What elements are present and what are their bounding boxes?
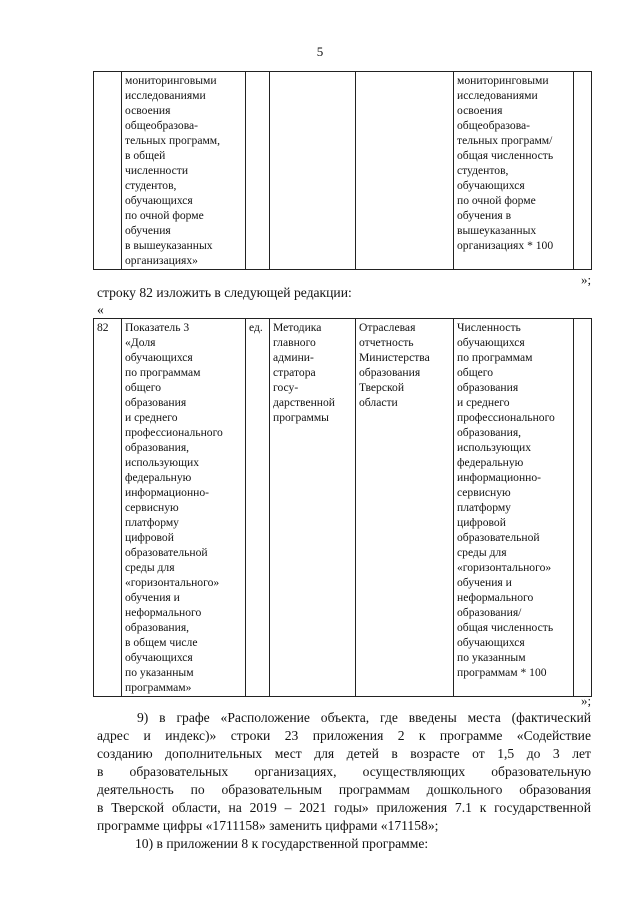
cell-method: Методика главного админи- стратора госу- дарственной программы xyxy=(270,319,356,697)
cell-extra xyxy=(574,319,592,697)
paragraph-10: 10) в приложении 8 к государственной программе: xyxy=(135,836,429,851)
page-number: 5 xyxy=(316,44,324,59)
cell-indicator: мониторинговыми исследованиями освоения общеобразова- тельных программ, в общей численности студентов, обучающихся по очной форме обучения в вышеуказанных организациях» xyxy=(122,72,246,270)
paragraph-9-line-3: созданию дополнительных мест для детей в возрасте от 1,5 до 3 лет xyxy=(97,746,591,761)
closing-quote: »; xyxy=(581,693,592,708)
opening-quote: « xyxy=(97,302,104,317)
cell-source xyxy=(356,72,454,270)
cell-extra xyxy=(574,72,592,270)
cell-method xyxy=(270,72,356,270)
intro-text: строку 82 изложить в следующей редакции: xyxy=(97,285,352,300)
table-row xyxy=(94,319,592,697)
closing-quote: »; xyxy=(581,272,592,287)
paragraph-9-line-2: адрес и индекс)» строки 23 приложения 2 к программе «Содействие xyxy=(97,728,591,743)
cell-source: Отраслевая отчетность Министерства образования Тверской области xyxy=(356,319,454,697)
cell-formula: мониторинговыми исследованиями освоения общеобразова- тельных программ/ общая численность студентов, обучающихся по очной форме обучения в вышеуказанных организациях * 100 xyxy=(454,72,574,270)
table-row-82 xyxy=(93,318,592,697)
table-row xyxy=(94,72,592,270)
paragraph-9-line-1: 9) в графе «Расположение объекта, где введены места (фактический xyxy=(137,710,591,725)
cell-indicator: Показатель 3 «Доля обучающихся по программам общего образования и среднего профессионального образования, использующих федеральную информационно- сервисную платформу цифровой образовательной среды для «горизонтального» обучения и неформального образования, в общем числе обучающихся по указанным программам» xyxy=(122,319,246,697)
paragraph-9-line-4: в образовательных организациях, осуществляющих образовательную xyxy=(97,764,591,779)
cell-num xyxy=(94,72,122,270)
paragraph-9-line-7: программе цифры «1711158» заменить цифрами «171158»; xyxy=(97,818,439,833)
cell-unit xyxy=(246,72,270,270)
cell-formula: Численность обучающихся по программам общего образования и среднего профессионального образования, использующих федеральную информационно- сервисную платформу цифровой образовательной среды для «горизонтального» обучения и неформального образования/ общая численность обучающихся по указанным программам * 100 xyxy=(454,319,574,697)
cell-num: 82 xyxy=(94,319,122,697)
cell-unit: ед. xyxy=(246,319,270,697)
paragraph-9-line-6: в Тверской области, на 2019 – 2021 годы» приложения 7.1 к государственной xyxy=(97,800,591,815)
table-continuation xyxy=(93,71,592,270)
paragraph-9-line-5: деятельность по образовательным программам дошкольного образования xyxy=(97,782,591,797)
